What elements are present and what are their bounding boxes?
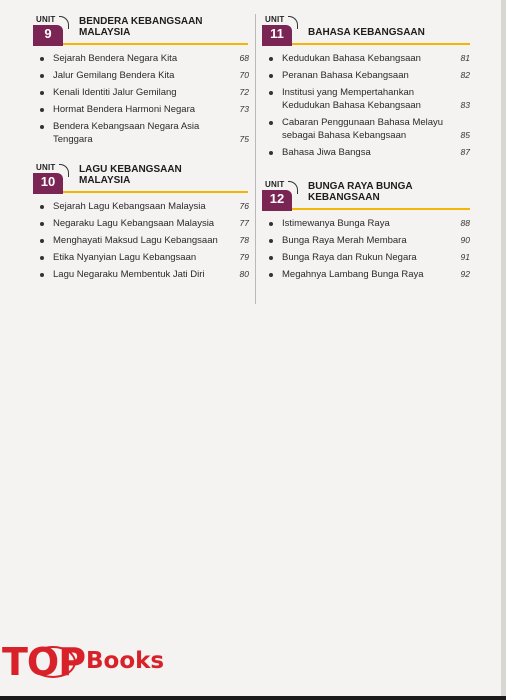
unit-heading [33,162,251,196]
page-number: 76 [239,201,249,211]
topic-item[interactable] [33,52,251,65]
topic-title: Negaraku Lagu Kebangsaan Malaysia [53,218,215,229]
unit-badge [262,179,304,211]
topic-item[interactable] [262,217,472,230]
topic-list [262,217,472,281]
topic-title: Institusi yang Mempertahankan Kedudukan Bahasa Kebangsaan [282,87,421,111]
page-edge-bottom [0,696,506,700]
topic-item[interactable] [262,116,472,142]
unit-word: UNIT [36,15,56,24]
page-number: 82 [460,70,470,80]
topic-item[interactable] [33,103,251,116]
bullet-icon [269,239,273,243]
topic-title: Menghayati Maksud Lagu Kebangsaan [53,235,218,246]
topic-title: Sejarah Lagu Kebangsaan Malaysia [53,201,206,212]
bullet-icon [269,74,273,78]
unit-title: BENDERA KEBANGSAAN MALAYSIA [79,16,203,38]
topic-item[interactable] [262,52,472,65]
unit-word: UNIT [36,163,56,172]
bullet-icon [40,91,44,95]
unit-title: BUNGA RAYA BUNGA KEBANGSAAN [308,181,413,203]
topic-item[interactable] [262,251,472,264]
page-number: 90 [460,235,470,245]
bullet-icon [40,108,44,112]
unit-number: 11 [270,26,284,41]
unit-title: LAGU KEBANGSAAN MALAYSIA [79,164,182,186]
right-column [262,14,472,295]
page-number: 83 [460,100,470,110]
topic-title: Lagu Negaraku Membentuk Jati Diri [53,269,205,280]
page-number: 72 [239,87,249,97]
bullet-icon [40,222,44,226]
page-number: 77 [239,218,249,228]
unit-heading [262,179,472,213]
topic-title: Megahnya Lambang Bunga Raya [282,269,424,280]
page-number: 68 [239,53,249,63]
unit-badge [33,162,75,194]
unit-10 [33,162,251,281]
topic-title: Bahasa Jiwa Bangsa [282,147,371,158]
topic-item[interactable] [33,268,251,281]
page-number: 73 [239,104,249,114]
unit-title: BAHASA KEBANGSAAN [308,27,425,38]
page-number: 92 [460,269,470,279]
topic-title: Bunga Raya Merah Membara [282,235,407,246]
topic-item[interactable] [262,86,472,112]
bullet-icon [269,151,273,155]
topic-title: Etika Nyanyian Lagu Kebangsaan [53,252,197,263]
page-number: 88 [460,218,470,228]
topic-title: Bendera Kebangsaan Negara Asia Tenggara [53,121,200,145]
page-number: 70 [239,70,249,80]
bullet-icon [40,256,44,260]
unit-heading [262,14,472,48]
bullet-icon [40,57,44,61]
title-underline [292,208,470,210]
topic-item[interactable] [33,234,251,247]
bullet-icon [269,256,273,260]
page-number: 78 [239,235,249,245]
topic-item[interactable] [33,217,251,230]
bullet-icon [269,57,273,61]
topic-item[interactable] [33,69,251,82]
bullet-icon [269,121,273,125]
topic-title: Peranan Bahasa Kebangsaan [282,70,409,81]
topic-title: Cabaran Penggunaan Bahasa Melayu sebagai Bahasa Kebangsaan [282,117,444,141]
topic-item[interactable] [262,146,472,159]
topic-list [262,52,472,159]
topic-item[interactable] [33,86,251,99]
topic-title: Kedudukan Bahasa Kebangsaan [282,53,421,64]
unit-number: 12 [269,191,285,206]
topic-item[interactable] [33,251,251,264]
page-number: 91 [460,252,470,262]
title-underline [63,191,248,193]
topic-item[interactable] [262,69,472,82]
unit-badge [33,14,75,46]
watermark-logo [0,638,230,688]
topic-item[interactable] [262,234,472,247]
page-number: 85 [460,130,470,140]
page-edge-right [501,0,506,700]
bullet-icon [269,273,273,277]
unit-badge [262,14,304,46]
logo-top-text: TOP [2,640,86,684]
unit-word: UNIT [265,15,285,24]
title-underline [63,43,248,45]
title-underline [292,43,470,45]
unit-11 [262,14,472,159]
bullet-icon [40,125,44,129]
bullet-icon [40,239,44,243]
unit-word: UNIT [265,180,285,189]
topic-list [33,200,251,281]
page-number: 81 [460,53,470,63]
unit-9 [33,14,251,146]
left-column [33,14,251,295]
topic-title: Istimewanya Bunga Raya [282,218,390,229]
topic-title: Sejarah Bendera Negara Kita [53,53,178,64]
unit-number: 9 [44,26,52,41]
bullet-icon [40,273,44,277]
bullet-icon [40,205,44,209]
unit-number: 10 [40,174,56,189]
topic-item[interactable] [33,120,251,146]
page-number: 87 [460,147,470,157]
unit-heading [33,14,251,48]
topic-item[interactable] [33,200,251,213]
bullet-icon [269,222,273,226]
bullet-icon [269,91,273,95]
topic-title: Jalur Gemilang Bendera Kita [53,70,175,81]
topic-list [33,52,251,146]
bullet-icon [40,74,44,78]
topic-title: Kenali Identiti Jalur Gemilang [53,87,177,98]
topic-item[interactable] [262,268,472,281]
page-number: 80 [239,269,249,279]
unit-12 [262,179,472,281]
page-number: 75 [239,134,249,144]
logo-books-text: Books [86,648,165,674]
column-divider [255,14,256,304]
topic-title: Hormat Bendera Harmoni Negara [53,104,196,115]
topic-title: Bunga Raya dan Rukun Negara [282,252,417,263]
page-number: 79 [239,252,249,262]
